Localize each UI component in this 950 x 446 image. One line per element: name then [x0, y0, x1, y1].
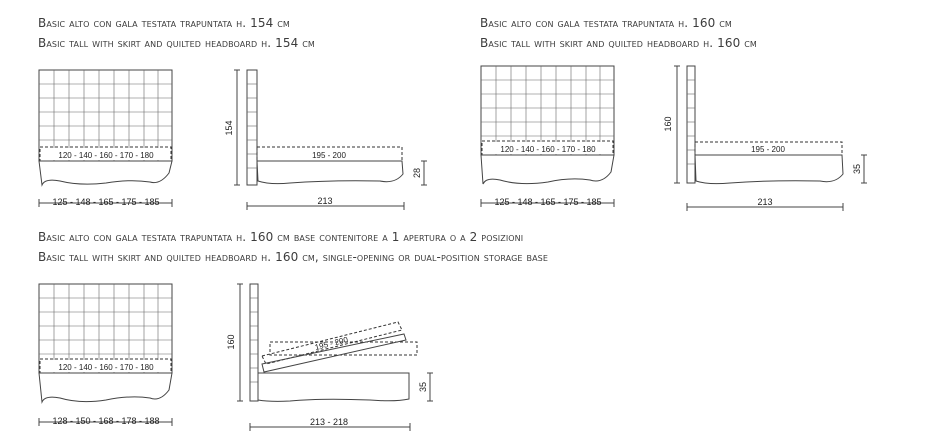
section2-side-length-dim: 213	[757, 197, 773, 207]
section2-side-height-dim: 160	[663, 116, 673, 132]
section3-front-view	[39, 284, 172, 426]
section1-front-inner-dim: 120 - 140 - 160 - 170 - 180	[58, 151, 154, 160]
section2-side-skirt	[695, 155, 843, 184]
section3-side-height-dim: 160	[226, 334, 236, 350]
section3-side-view	[226, 284, 433, 431]
section1-side-skirt	[257, 161, 403, 184]
section1-title-en: Basic tall with skirt and quilted headboard h. 154 cm	[38, 36, 315, 50]
section3-side-length-dim: 213 - 218	[309, 417, 349, 427]
section2-side-headboard	[687, 66, 695, 183]
section1-side-length-dim: 213	[317, 196, 333, 206]
section3-side-base	[258, 373, 409, 401]
section2-skirt	[481, 155, 614, 184]
section1-front-view	[39, 70, 172, 207]
section1-side-view	[224, 70, 427, 210]
section3-title-it: Basic alto con gala testata trapuntata h. 160 cm base contenitore a 1 apertura o a 2 posizioni	[38, 230, 524, 244]
section3-side-base-dim: 35	[418, 381, 428, 393]
section1-front-width-dim: 125 - 148 - 165 - 175 - 185	[52, 197, 160, 207]
section2-side-inner-dim: 195 - 200	[751, 145, 785, 154]
section1-skirt	[39, 161, 172, 185]
section2-quilt-grid	[481, 66, 614, 155]
section3-front-inner-dim: 120 - 140 - 160 - 170 - 180	[58, 363, 154, 372]
section2-front-view	[481, 66, 614, 207]
section3-side-inner-dim: 195 - 200	[313, 335, 349, 353]
section2-title-en: Basic tall with skirt and quilted headboard h. 160 cm	[480, 36, 757, 50]
section2-headboard-outline	[481, 66, 614, 155]
section3-quilt-grid	[39, 284, 172, 373]
section3-headboard-outline	[39, 284, 172, 373]
section1-title-it: Basic alto con gala testata trapuntata h. 154 cm	[38, 16, 290, 30]
section1-side-height-dim: 154	[224, 120, 234, 136]
section2-front-inner-dim: 120 - 140 - 160 - 170 - 180	[500, 145, 596, 154]
section2-front-width-dim: 125 - 148 - 165 - 175 - 185	[494, 197, 602, 207]
section2-title-it: Basic alto con gala testata trapuntata h. 160 cm	[480, 16, 732, 30]
section3-title-en: Basic tall with skirt and quilted headboard h. 160 cm, single-opening or dual-position storage base	[38, 250, 548, 264]
section1-side-inner-dim: 195 - 200	[312, 151, 346, 160]
section2-side-base-dim: 35	[852, 163, 862, 175]
section3-side-headboard	[250, 284, 258, 401]
section1-side-base-dim: 28	[412, 167, 422, 179]
section3-skirt	[39, 373, 172, 402]
section2-side-view	[663, 66, 867, 211]
section3-front-width-dim: 128 - 150 - 168 - 178 - 188	[52, 416, 160, 426]
